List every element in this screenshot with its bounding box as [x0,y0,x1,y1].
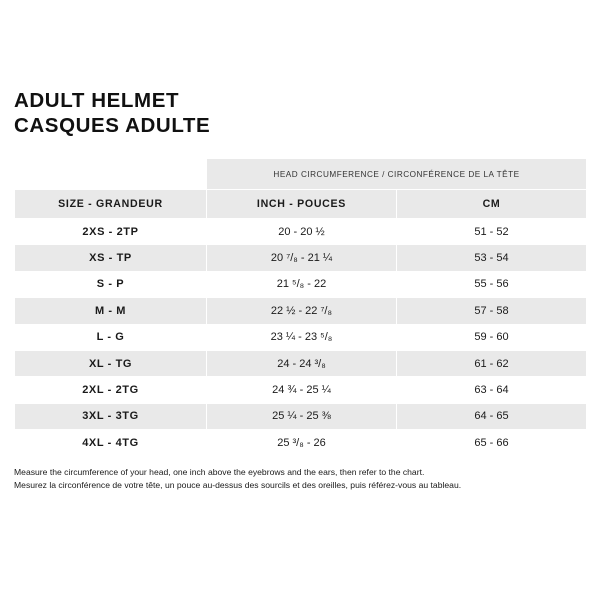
cell-cm: 63 - 64 [397,377,587,403]
note-french: Mesurez la circonférence de votre tête, un pouce au-dessus des sourcils et des oreilles, puis référez-vous au tableau. [14,479,462,490]
cell-inch: 21 ⁵/₈ - 22 [207,271,397,297]
cell-size: M - M [15,298,207,324]
table-header [15,159,587,219]
cell-inch: 25 ³/₈ - 26 [207,430,397,456]
cell-inch: 25 ¼ - 25 ⅜ [207,403,397,429]
size-chart-table [14,158,587,457]
cell-cm: 65 - 66 [397,430,587,456]
cell-cm: 64 - 65 [397,403,587,429]
cell-size: 2XL - 2TG [15,377,207,403]
header-spacer-cell [15,159,207,190]
cell-cm: 57 - 58 [397,298,587,324]
cell-inch: 24 ¾ - 25 ¼ [207,377,397,403]
measurement-notes [14,466,586,492]
table-row [15,298,587,324]
cell-inch: 23 ¼ - 23 ⁵/₈ [207,324,397,350]
cell-size: L - G [15,324,207,350]
column-header-size: SIZE - GRANDEUR [15,190,207,219]
column-header-inch: INCH - POUCES [207,190,397,219]
head-circumference-group-header: HEAD CIRCUMFERENCE / CIRCONFÉRENCE DE LA TÊTE [207,159,587,190]
cell-size: 2XS - 2TP [15,219,207,245]
table-row [15,403,587,429]
cell-size: 4XL - 4TG [15,430,207,456]
cell-cm: 59 - 60 [397,324,587,350]
title-french: CASQUES ADULTE [14,114,211,137]
table-row [15,350,587,376]
cell-size: XL - TG [15,350,207,376]
cell-inch: 22 ½ - 22 ⁷/₈ [207,298,397,324]
table-row [15,324,587,350]
cell-inch: 20 ⁷/₈ - 21 ¼ [207,245,397,271]
table-row [15,245,587,271]
cell-cm: 51 - 52 [397,219,587,245]
cell-cm: 53 - 54 [397,245,587,271]
table-row [15,377,587,403]
cell-inch: 20 - 20 ½ [207,219,397,245]
page-title [14,88,586,138]
table-row [15,219,587,245]
table-column-header-row [15,190,587,219]
cell-cm: 55 - 56 [397,271,587,297]
title-english: ADULT HELMET [14,89,180,112]
cell-size: 3XL - 3TG [15,403,207,429]
table-row [15,430,587,456]
table-row [15,271,587,297]
cell-inch: 24 - 24 ³/₈ [207,350,397,376]
column-header-cm: CM [397,190,587,219]
table-group-header-row [15,159,587,190]
cell-size: S - P [15,271,207,297]
note-english: Measure the circumference of your head, one inch above the eyebrows and the ears, then refer to the chart. [14,466,425,477]
table-body [15,219,587,457]
cell-size: XS - TP [15,245,207,271]
cell-cm: 61 - 62 [397,350,587,376]
